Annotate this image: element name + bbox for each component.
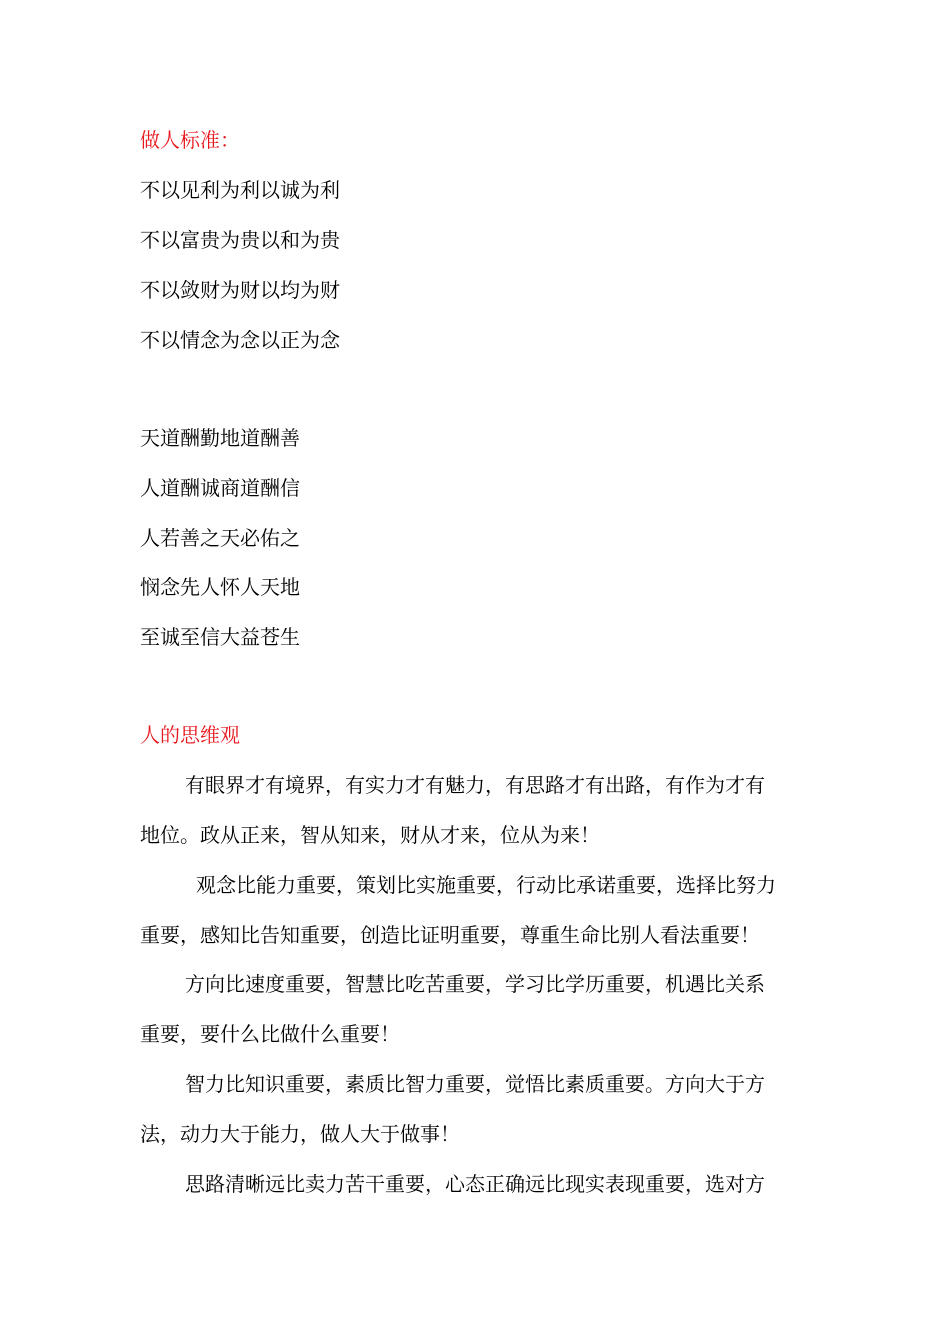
verse-line-4: 悯念先人怀人天地: [140, 575, 300, 599]
thinking-para-2-line-2: 重要，感知比告知重要，创造比证明重要，尊重生命比别人看法重要！: [140, 923, 760, 947]
heading-standards: 做人标准：: [140, 128, 240, 152]
thinking-para-4-line-2: 法，动力大于能力，做人大于做事！: [140, 1122, 460, 1146]
verse-line-2: 人道酬诚商道酬信: [140, 476, 300, 500]
standards-line-4: 不以情念为念以正为念: [140, 328, 340, 352]
standards-line-3: 不以敛财为财以均为财: [140, 278, 340, 302]
thinking-para-5-line-1: 思路清晰远比卖力苦干重要，心态正确远比现实表现重要，选对方: [185, 1172, 765, 1196]
verse-line-3: 人若善之天必佑之: [140, 526, 300, 550]
verse-line-5: 至诚至信大益苍生: [140, 625, 300, 649]
standards-line-1: 不以见利为利以诚为利: [140, 178, 340, 202]
thinking-para-1-line-1: 有眼界才有境界，有实力才有魅力，有思路才有出路，有作为才有: [185, 773, 765, 797]
verse-line-1: 天道酬勤地道酬善: [140, 426, 300, 450]
standards-line-2: 不以富贵为贵以和为贵: [140, 228, 340, 252]
thinking-para-3-line-1: 方向比速度重要，智慧比吃苦重要，学习比学历重要，机遇比关系: [185, 972, 765, 996]
thinking-para-4-line-1: 智力比知识重要，素质比智力重要，觉悟比素质重要。方向大于方: [185, 1072, 765, 1096]
thinking-para-3-line-2: 重要，要什么比做什么重要！: [140, 1022, 400, 1046]
thinking-para-2-line-1: 观念比能力重要，策划比实施重要，行动比承诺重要，选择比努力: [196, 873, 776, 897]
thinking-para-1-line-2: 地位。政从正来，智从知来，财从才来，位从为来！: [140, 823, 600, 847]
heading-thinking: 人的思维观: [140, 723, 240, 747]
